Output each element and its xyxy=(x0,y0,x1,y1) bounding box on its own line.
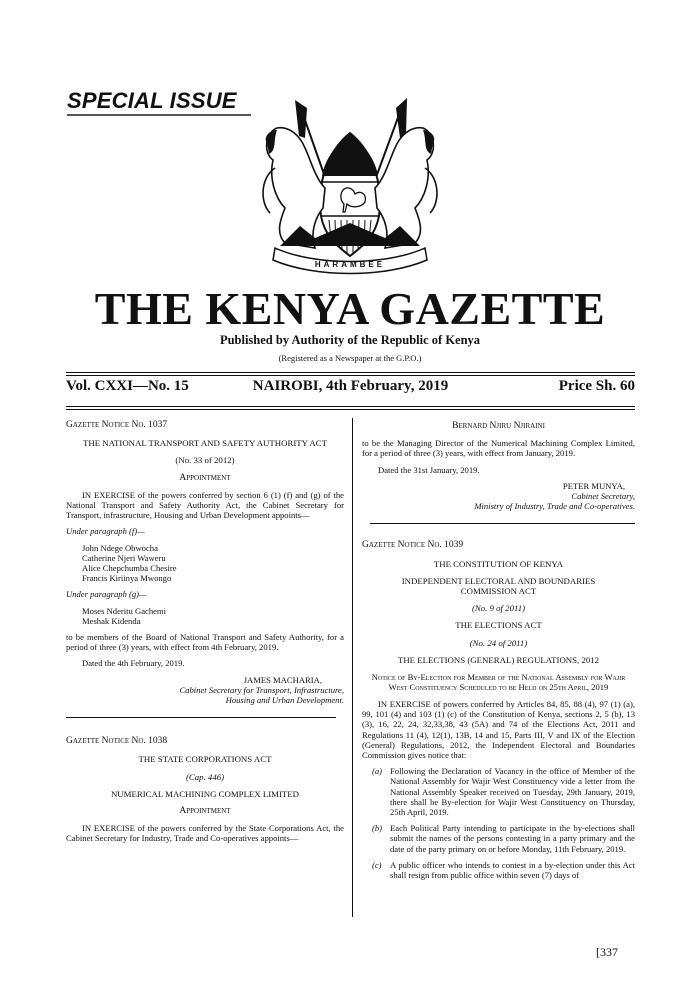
act-title: THE NATIONAL TRANSPORT AND SAFETY AUTHORITY ACT xyxy=(82,438,327,449)
notice-body: IN EXERCISE of the powers conferred by section 6 (1) (f) and (g) of the National Transport and Safety Authority Act, the Cabinet Secretary for Transport, infrastructure, Housing and Urban Development appoints— xyxy=(66,489,344,521)
notice-closing: to be members of the Board of National Transport and Safety Authority, for a period of three (3) years, with effect from 4th February, 2019. xyxy=(66,632,344,653)
item-text: Following the Declaration of Vacancy in the office of Member of the National Assembly for Wajir West Constituency vide a letter from the National Assembly Speaker received on Tuesday, 29th January, 2019, there shall be By-election for Wajir West Constituency on Thursday, 25th April, 2019. xyxy=(390,766,635,818)
appointee-name: John Ndege Obwocha xyxy=(82,542,158,553)
coat-of-arms-icon xyxy=(255,98,445,278)
notice-subject: Appointment xyxy=(179,806,231,817)
paragraph-f-names xyxy=(66,543,344,584)
left-column xyxy=(66,420,344,850)
appointee-name: Francis Kiriinya Mwongo xyxy=(82,573,172,584)
special-issue-underline xyxy=(67,114,251,116)
volume-number: Vol. CXXI—No. 15 xyxy=(66,378,189,394)
notice-subject: Notice of By-Election for Member of the National Assembly for Wajir West Constituency Scheduled to be Held on 25th April, 2019 xyxy=(371,672,626,693)
item-label: (b) xyxy=(372,823,383,834)
dateline: NAIROBI, 4th February, 2019 xyxy=(252,378,449,394)
heading-iebc-act: INDEPENDENT ELECTORAL AND BOUNDARIES COMMISSION ACT xyxy=(401,575,596,597)
paragraph-f-label: Under paragraph (f)— xyxy=(66,526,145,537)
notice-body: IN EXERCISE of powers conferred by Articles 84, 85, 88 (4), 97 (1) (a), 99, 101 (4) and 103 (1) (c) of the Constitution of Kenya, sections 2, 5 (b), 13 (3), 16, 22, 24, 32,33,38, 43 (5A) and 74 of the Elections Act, 2011 and Regulations 11 (4), 12(1), 13B, 14 and 15, Parts III, V and IX of the Election (General) Regulations, 2012, the Independent Electoral and Boundaries Commission gives notice that: xyxy=(362,699,635,761)
list-item xyxy=(362,823,635,854)
signatory-name: PETER MUNYA, xyxy=(562,480,625,491)
special-issue-label: SPECIAL ISSUE xyxy=(67,88,237,113)
appointee-name: Meshak Kidenda xyxy=(82,615,141,626)
notice-body: IN EXERCISE of the powers conferred by the State Corporations Act, the Cabinet Secretary for Industry, Trade and Co-operatives appoints— xyxy=(66,823,344,844)
notice-number: Gazette Notice No. 1037 xyxy=(66,420,168,430)
list-item xyxy=(362,860,635,880)
appointee-name: Catherine Njeri Waweru xyxy=(82,552,166,563)
heading-elections-act: THE ELECTIONS ACT xyxy=(455,620,542,631)
appointee-name: Alice Chepchumba Chesire xyxy=(82,563,177,574)
masthead xyxy=(66,378,635,398)
appointee-name: Bernard Njiru Njiraini xyxy=(452,421,545,431)
heading-iebc-act-number: (No. 9 of 2011) xyxy=(471,603,526,614)
notice-number: Gazette Notice No. 1039 xyxy=(362,540,464,551)
heading-elections-act-number: (No. 24 of 2011) xyxy=(469,637,528,648)
notice-closing: to be the Managing Director of the Numerical Machining Complex Limited, for a period of three (3) years, with effect from January, 2019. xyxy=(362,438,635,459)
act-number: (Cap. 446) xyxy=(185,771,225,782)
company-name: NUMERICAL MACHINING COMPLEX LIMITED xyxy=(110,788,300,799)
price: Price Sh. 60 xyxy=(558,378,635,394)
item-label: (a) xyxy=(372,766,383,777)
signatory-title: Cabinet Secretary for Transport, Infrastructure, xyxy=(179,684,344,695)
gazette-title: THE KENYA GAZETTE xyxy=(94,283,606,334)
item-text: Each Political Party intending to participate in the by-elections shall submit the names of the persons contesting in a party primary and the date of the party primary on or before Monday, 11th February, 2019. xyxy=(390,823,635,854)
act-title: THE STATE CORPORATIONS ACT xyxy=(138,754,272,765)
column-divider xyxy=(352,418,353,917)
appointee-name: Moses Nderitu Gachemi xyxy=(82,605,167,616)
notice-separator xyxy=(370,523,635,524)
signatory-title: Cabinet Secretary, xyxy=(571,491,635,502)
crest-motto: HARAMBEE xyxy=(314,260,386,269)
signatory-name: JAMES MACHARIA, xyxy=(243,674,322,685)
notice-separator xyxy=(66,717,336,718)
page-number: [337 xyxy=(596,945,618,959)
heading-constitution: THE CONSTITUTION OF KENYA xyxy=(433,558,564,569)
notice-subject: Appointment xyxy=(179,472,231,483)
masthead-rule-top xyxy=(66,372,635,376)
list-item xyxy=(362,766,635,817)
right-column xyxy=(362,418,635,886)
act-number: (No. 33 of 2012) xyxy=(175,455,235,466)
signatory-title: Ministry of Industry, Trade and Co-operatives. xyxy=(474,501,635,512)
item-label: (c) xyxy=(372,859,382,870)
paragraph-g-names xyxy=(66,606,344,626)
masthead-rule-bottom xyxy=(66,406,635,410)
published-by: Published by Authority of the Republic of Kenya xyxy=(219,333,481,347)
heading-regulations: THE ELECTIONS (GENERAL) REGULATIONS, 2012 xyxy=(397,654,600,665)
dated-line: Dated the 31st January, 2019. xyxy=(378,464,480,475)
notice-number: Gazette Notice No. 1038 xyxy=(66,736,168,747)
dated-line: Dated the 4th February, 2019. xyxy=(82,658,185,669)
signatory-title: Housing and Urban Development. xyxy=(225,695,344,706)
item-text: A public officer who intends to contest in a by-election under this Act shall resign from public office within seven (7) days of xyxy=(390,859,635,881)
registered-note: (Registered as a Newspaper at the G.P.O.) xyxy=(278,353,422,363)
paragraph-g-label: Under paragraph (g)— xyxy=(66,589,147,600)
